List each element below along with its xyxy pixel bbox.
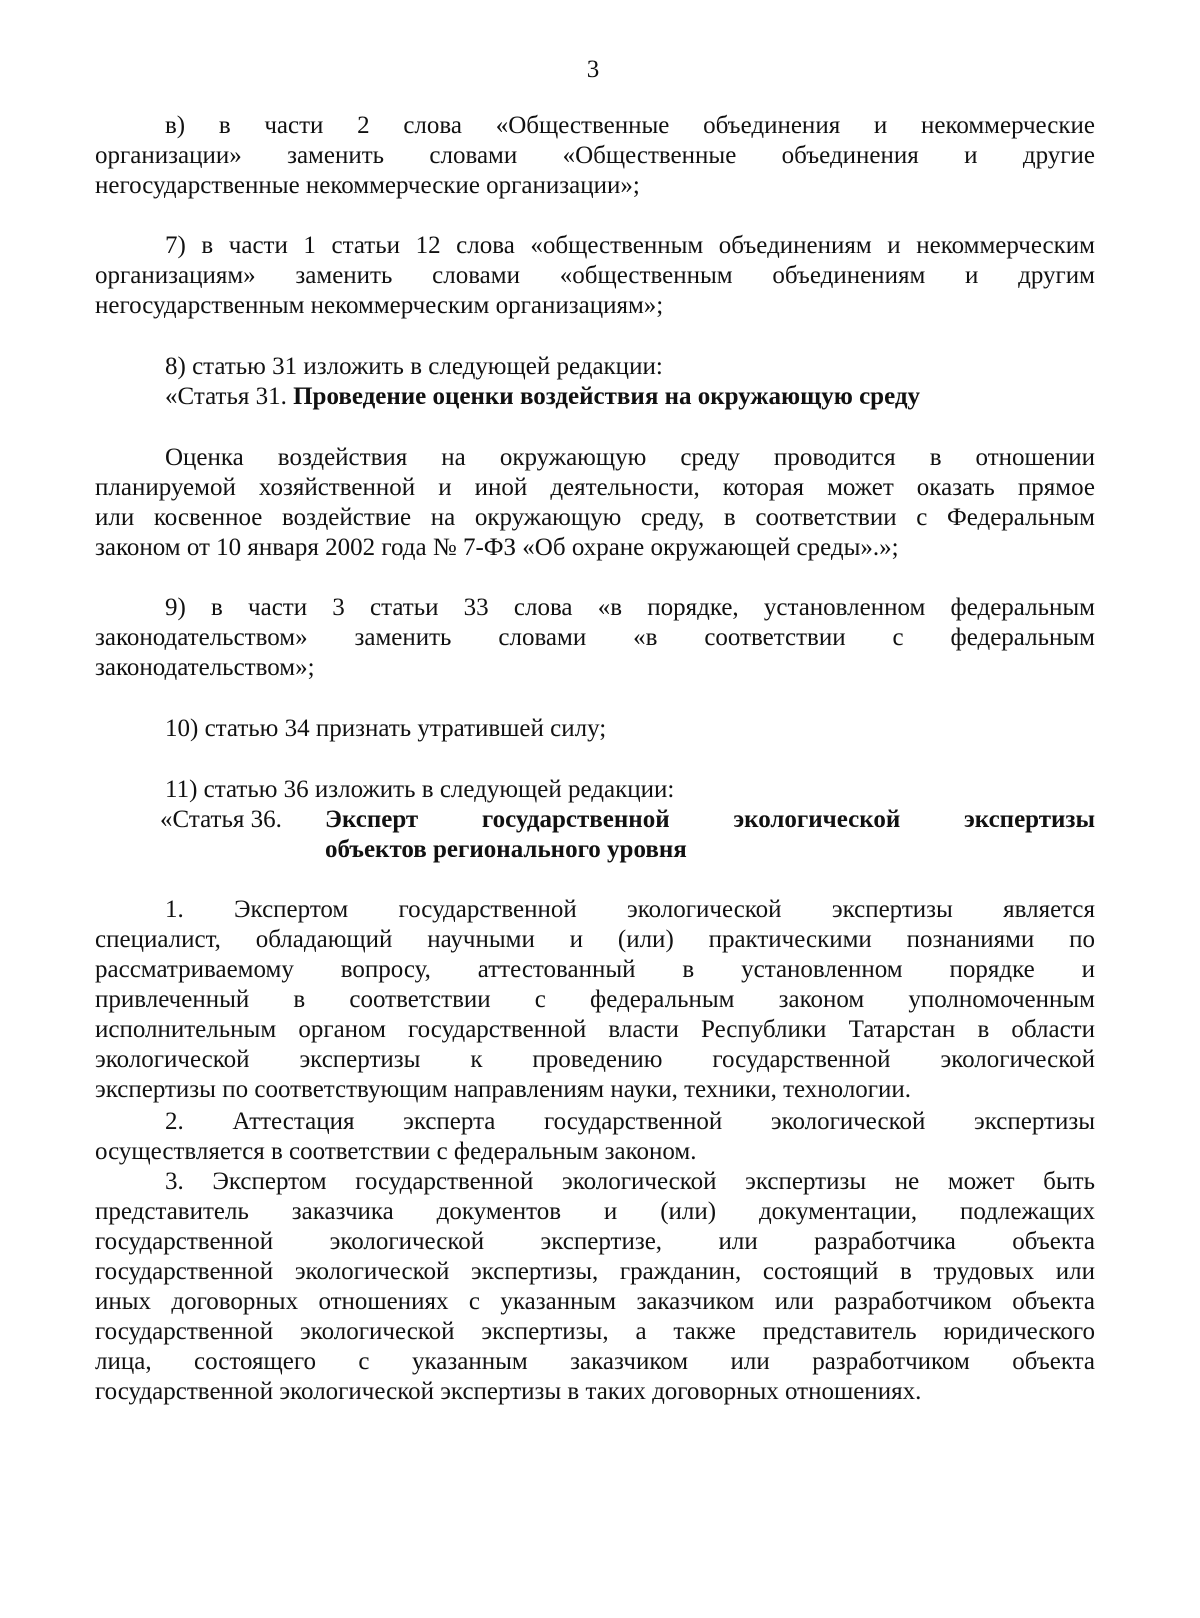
article-36-item-2 [95,1107,1095,1167]
text-line: законом от 10 января 2002 года № 7-ФЗ «Об охране окружающей среды».»; [95,534,899,561]
article-36-item-1 [95,895,1095,1105]
text-line: представитель заказчика документов и (или) документации, подлежащих [95,1198,1095,1225]
page-number: 3 [586,56,600,83]
text-line: законодательством» заменить словами «в соответствии с федеральным [95,624,1095,651]
article-31-heading [95,382,1095,412]
text-line: осуществляется в соответствии с федеральным законом. [95,1138,697,1165]
text-line: иных договорных отношениях с указанным заказчиком или разработчиком объекта [95,1288,1095,1315]
text-line: привлеченный в соответствии с федеральным законом уполномоченным [95,986,1095,1013]
text-line: экспертизы по соответствующим направлениям науки, техники, технологии. [95,1076,912,1103]
text-line: 8) статью 31 изложить в следующей редакции: [165,353,663,380]
text-line: государственной экологической экспертизы в таких договорных отношениях. [95,1378,922,1405]
text-line: государственной экологической экспертизы, гражданин, состоящий в трудовых или [95,1258,1095,1285]
paragraph-7 [95,231,1095,321]
article-36-title-line: объектов регионального уровня [325,836,687,863]
paragraph-v [95,111,1095,201]
article-36-item-3 [95,1167,1095,1407]
text-line: или косвенное воздействие на окружающую среду, в соответствии с Федеральным [95,504,1095,531]
text-line: государственной экологической экспертизе, или разработчика объекта [95,1228,1095,1255]
text-line: организации» заменить словами «Общественные объединения и другие [95,142,1095,169]
text-line: организациям» заменить словами «общественным объединениям и другим [95,262,1095,289]
article-36-prefix: «Статья 36. [160,806,282,833]
article-36-title-cont [325,835,1095,865]
text-line: 3. Экспертом государственной экологической экспертизы не может быть [165,1168,1095,1195]
text-line: законодательством»; [95,654,315,681]
article-36-title [325,805,1095,835]
paragraph-11 [95,775,1095,865]
text-line: 2. Аттестация эксперта государственной экологической экспертизы [165,1108,1095,1135]
text-line: экологической экспертизы к проведению государственной экологической [95,1046,1095,1073]
paragraph-article-31-body [95,443,1095,563]
text-line: 11) статью 36 изложить в следующей редакции: [165,776,675,803]
text-line: государственной экологической экспертизы, а также представитель юридического [95,1318,1095,1345]
text-line: исполнительным органом государственной власти Республики Татарстан в области [95,1016,1095,1043]
text-line: специалист, обладающий научными и (или) практическими познаниями по [95,926,1095,953]
text-line: 7) в части 1 статьи 12 слова «общественным объединениям и некоммерческим [165,232,1095,259]
article-36-title-line: Эксперт государственной экологической экспертизы [325,806,1095,833]
heading-spacer [95,835,325,865]
article-36-heading [95,805,1095,835]
article-31-prefix: «Статья 31. [165,383,294,410]
article-31-title: Проведение оценки воздействия на окружающую среду [293,383,921,410]
text-line: Оценка воздействия на окружающую среду проводится в отношении [165,444,1095,471]
text-line: рассматриваемому вопросу, аттестованный в установленном порядке и [95,956,1095,983]
article-36-heading-cont [95,835,1095,865]
text-line: 10) статью 34 признать утратившей силу; [165,715,607,742]
paragraph-10 [95,714,1095,744]
paragraph-9 [95,593,1095,683]
text-line: планируемой хозяйственной и иной деятельности, которая может оказать прямое [95,474,1095,501]
text-line: негосударственные некоммерческие организации»; [95,172,640,199]
text-line: в) в части 2 слова «Общественные объединения и некоммерческие [165,112,1095,139]
text-line: лица, состоящего с указанным заказчиком или разработчиком объекта [95,1348,1095,1375]
text-line: 1. Экспертом государственной экологической экспертизы является [165,896,1095,923]
text-line: 9) в части 3 статьи 33 слова «в порядке, установленном федеральным [165,594,1095,621]
paragraph-8 [95,352,1095,412]
text-line: негосударственным некоммерческим организациям»; [95,292,664,319]
